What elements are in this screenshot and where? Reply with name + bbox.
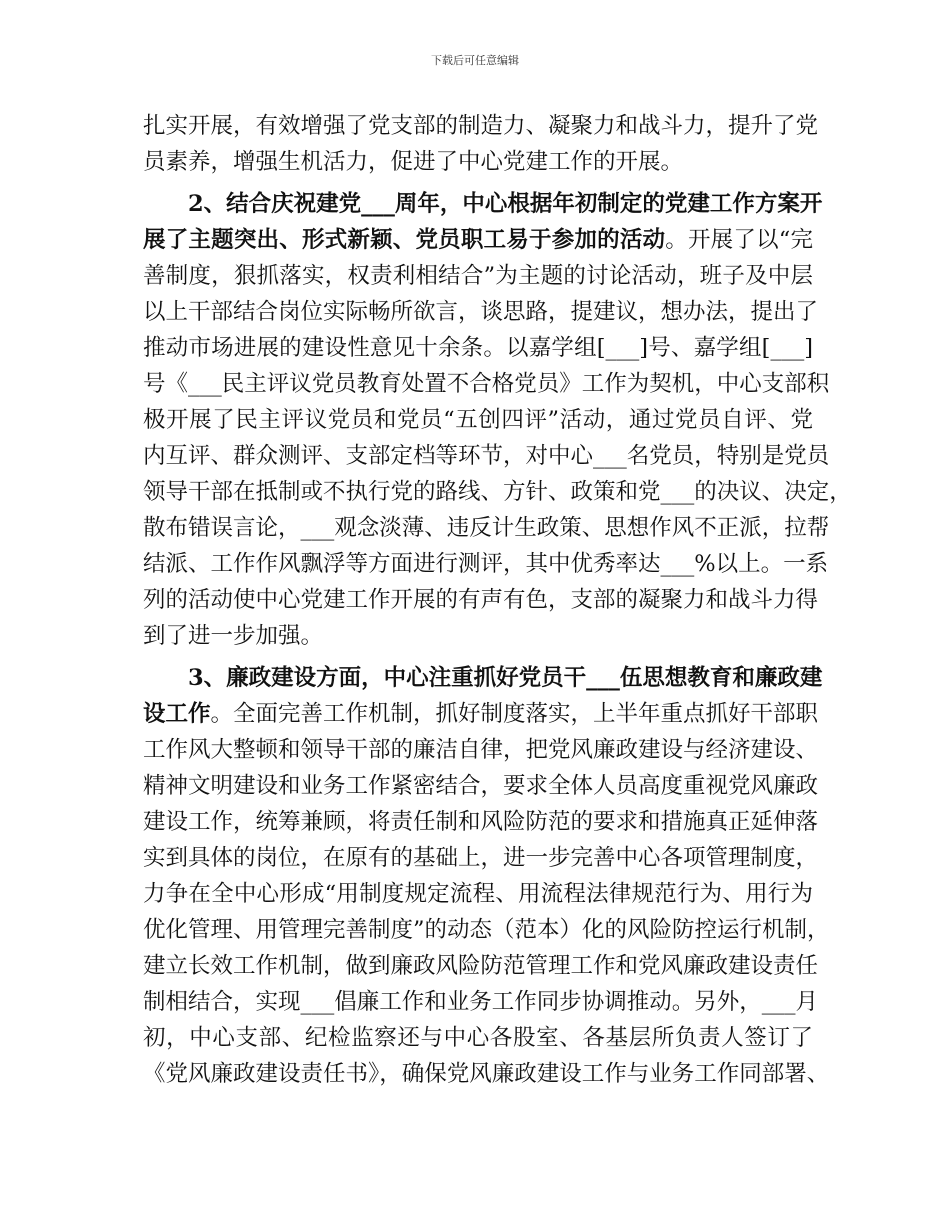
body-text: 。全面完善工作机制，抓好制度落实，上半年重点抓好干部职: [210, 701, 819, 727]
text-line: [143, 618, 813, 654]
body-text: 员素养，增强生机活力，促进了中心党建工作的开展。: [143, 149, 684, 175]
body-text: 散布错误言论，___观念淡薄、违反计生政策、思想作风不正派，拉帮: [143, 515, 830, 541]
body-text: 。开展了以“完: [665, 227, 813, 253]
text-line: [143, 1056, 830, 1092]
body-text: 善制度，狠抓落实，权责利相结合”为主题的讨论活动，班子及中层: [143, 263, 813, 289]
body-text: 列的活动使中心党建工作开展的有声有色，支部的凝聚力和战斗力得: [143, 587, 819, 613]
text-line: [143, 804, 819, 840]
text-line: [143, 660, 823, 696]
body-text: 内互评、群众测评、支部定档等环节，对中心___名党员，特别是党员: [143, 443, 830, 469]
paragraph-2: [143, 186, 852, 654]
body-text: 优化管理、用管理完善制度”的动态（范本）化的风险防控运行机制，: [143, 917, 830, 943]
body-text: 推动市场进展的建设性意见十余条。以嘉学组[___]号、嘉学组[___]: [143, 335, 813, 361]
text-line: [143, 1020, 813, 1056]
text-line: [143, 402, 813, 438]
body-text: 工作风大整顿和领导干部的廉洁自律，把党风廉政建设与经济建设、: [143, 737, 819, 763]
body-text: 制相结合，实现___倡廉工作和业务工作同步协调推动。另外，___月: [143, 989, 819, 1015]
body-text: 扎实开展，有效增强了党支部的制造力、凝聚力和战斗力，提升了党: [143, 113, 819, 139]
bold-heading-text: 3、廉政建设方面，中心注重抓好党员干___伍思想教育和廉政建: [188, 665, 823, 691]
body-text: 初，中心支部、纪检监察还与中心各股室、各基层所负责人签订了: [143, 1025, 813, 1051]
bold-heading-text: 展了主题突出、形式新颖、党员职工易于参加的活动: [143, 227, 666, 253]
text-line: [143, 912, 830, 948]
text-line: [143, 474, 852, 510]
body-text: 极开展了民主评议党员和党员“五创四评”活动，通过党员自评、党: [143, 407, 813, 433]
text-line: [143, 984, 819, 1020]
body-text: 建设工作，统筹兼顾，将责任制和风险防范的要求和措施真正延伸落: [143, 809, 819, 835]
body-text: 结派、工作作风飘浮等方面进行测评，其中优秀率达___%以上。一系: [143, 551, 829, 577]
text-line: [143, 696, 819, 732]
text-line: [143, 438, 830, 474]
body-text: 实到具体的岗位，在原有的基础上，进一步完善中心各项管理制度，: [143, 845, 819, 871]
body-text: 领导干部在抵制或不执行党的路线、方针、政策和党___的决议、决定，: [143, 479, 852, 505]
text-line: [143, 948, 819, 984]
text-line: [143, 258, 813, 294]
body-text: 以上干部结合岗位实际畅所欲言，谈思路，提建议，想办法，提出了: [143, 299, 819, 325]
paragraph-3: [143, 660, 830, 1092]
body-text: 《党风廉政建设责任书》，确保党风廉政建设工作与业务工作同部署、: [143, 1061, 830, 1087]
bold-heading-text: 2、结合庆祝建党___周年，中心根据年初制定的党建工作方案开: [188, 191, 823, 217]
text-line: [143, 108, 819, 144]
text-line: [143, 144, 813, 180]
text-line: [143, 186, 823, 222]
body-text: 号《___民主评议党员教育处置不合格党员》工作为契机，中心支部积: [143, 371, 830, 397]
text-line: [143, 366, 830, 402]
paragraph-1: [143, 108, 819, 180]
text-line: [143, 768, 819, 804]
text-line: [143, 222, 813, 258]
text-line: [143, 732, 819, 768]
body-text: 精神文明建设和业务工作紧密结合，要求全体人员高度重视党风廉政: [143, 773, 819, 799]
text-line: [143, 294, 819, 330]
body-text: 力争在全中心形成“用制度规定流程、用流程法律规范行为、用行为: [143, 881, 813, 907]
text-line: [143, 876, 813, 912]
text-line: [143, 582, 819, 618]
text-line: [143, 510, 830, 546]
text-line: [143, 546, 829, 582]
bold-heading-text: 设工作: [143, 701, 211, 727]
page-header-note: 下载后可任意编辑: [431, 54, 519, 67]
document-body: [143, 108, 852, 1092]
text-line: [143, 840, 819, 876]
body-text: 建立长效工作机制，做到廉政风险防范管理工作和党风廉政建设责任: [143, 953, 819, 979]
body-text: 到了进一步加强。: [143, 623, 324, 649]
text-line: [143, 330, 813, 366]
